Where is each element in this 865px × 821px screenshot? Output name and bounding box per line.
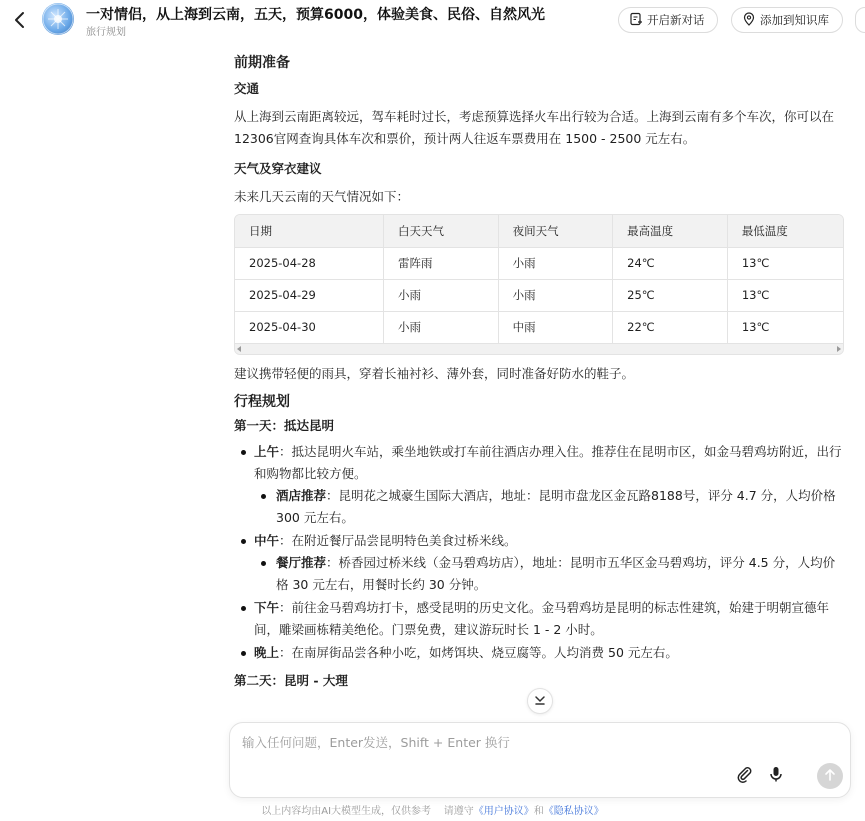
chevron-down-icon: [533, 692, 547, 711]
table-cell: 2025-04-28: [235, 247, 384, 279]
day1-list: [234, 441, 846, 664]
footer-disclaimer: [0, 802, 865, 817]
table-cell: 25℃: [613, 279, 728, 311]
avatar: [42, 3, 74, 35]
table-cell: 2025-04-29: [235, 279, 384, 311]
noon-label: 中午: [254, 532, 280, 548]
new-chat-button[interactable]: [618, 7, 718, 33]
restaurant-text: ：桥香园过桥米线（金马碧鸡坊店），地址：昆明市五华区金马碧鸡坊，评分 4.5 分，人均价格 30 元左右，用餐时长约 30 分钟。: [276, 554, 836, 592]
morning-text: ：抵达昆明火车站，乘坐地铁或打车前往酒店办理入住。推荐住在昆明市区，如金马碧鸡坊附近，出行和购物都比较方便。: [254, 443, 842, 481]
day1-heading: 第一天：抵达昆明: [234, 417, 335, 433]
more-button[interactable]: [855, 7, 865, 33]
table-cell: 2025-04-30: [235, 311, 384, 343]
noon-text: ：在附近餐厅品尝昆明特色美食过桥米线。: [279, 532, 517, 548]
table-cell: 13℃: [727, 311, 843, 343]
table-cell: 24℃: [613, 247, 728, 279]
answer-content: [234, 52, 846, 722]
plan-heading: 行程规划: [234, 393, 290, 410]
day2-heading: 第二天：昆明 - 大理: [234, 672, 348, 688]
table-cell: 13℃: [727, 279, 843, 311]
list-item: [254, 485, 846, 529]
add-to-knowledge-base-label: 添加到知识库: [760, 13, 829, 27]
microphone-icon: [767, 765, 785, 787]
list-item: [234, 642, 846, 664]
weather-intro: 未来几天云南的天气情况如下：: [234, 189, 410, 204]
table-cell: 小雨: [498, 279, 613, 311]
morning-label: 上午: [254, 443, 280, 459]
weather-heading: 天气及穿衣建议: [234, 161, 322, 176]
table-row: [235, 279, 843, 311]
evening-label: 晚上: [254, 644, 280, 660]
weather-table: [234, 214, 844, 355]
back-arrow-icon[interactable]: [10, 10, 30, 30]
afternoon-text: ：前往金马碧鸡坊打卡，感受昆明的历史文化。金马碧鸡坊是昆明的标志性建筑，始建于明朝宣德年间，雕梁画栋精美绝伦。门票免费，建议游玩时长 1 - 2 小时。: [254, 599, 830, 637]
table-cell: 22℃: [613, 311, 728, 343]
transport-heading: 交通: [234, 81, 260, 96]
page-title: 一对情侣，从上海到云南，五天，预算6000，体验美食、民俗、自然风光: [86, 7, 545, 23]
new-chat-icon: [629, 12, 643, 29]
list-item: [234, 530, 846, 596]
table-cell: 小雨: [498, 247, 613, 279]
hotel-label: 酒店推荐: [276, 487, 327, 503]
table-row: [235, 311, 843, 343]
paperclip-icon: [735, 765, 753, 787]
add-to-knowledge-base-button[interactable]: [731, 7, 843, 33]
chat-input-box: [229, 722, 851, 798]
send-button[interactable]: [817, 763, 843, 789]
table-cell: 雷阵雨: [384, 247, 499, 279]
table-header-cell: 日期: [235, 215, 384, 247]
table-cell: 13℃: [727, 247, 843, 279]
afternoon-label: 下午: [254, 599, 280, 615]
table-header-cell: 夜间天气: [498, 215, 613, 247]
page-subtitle: 旅行规划: [86, 27, 126, 38]
and-text: 和: [533, 806, 544, 817]
scroll-right-arrow-icon[interactable]: [837, 346, 841, 352]
table-row: [235, 247, 843, 279]
restaurant-label: 餐厅推荐: [276, 554, 327, 570]
table-horizontal-scrollbar[interactable]: [235, 344, 843, 354]
chat-input[interactable]: [242, 733, 802, 757]
voice-input-button[interactable]: [766, 766, 786, 786]
transport-text: 从上海到云南距离较远，驾车耗时过长，考虑预算选择火车出行较为合适。上海到云南有多个车次，你可以在12306官网查询具体车次和票价，预计两人往返车票费用在 1500 - 2500 元左右。: [234, 109, 835, 146]
disclaimer-text: 以上内容均由AI大模型生成，仅供参考: [261, 806, 432, 817]
location-pin-icon: [742, 12, 756, 29]
list-item: [234, 597, 846, 641]
new-chat-label: 开启新对话: [647, 13, 705, 27]
list-item: [254, 552, 846, 596]
header-bar: [0, 0, 865, 42]
table-header-cell: 最高温度: [613, 215, 728, 247]
hotel-text: ：昆明花之城豪生国际大酒店，地址：昆明市盘龙区金瓦路8188号，评分 4.7 分，人均价格 300 元左右。: [276, 487, 836, 525]
table-header-cell: 最低温度: [727, 215, 843, 247]
list-item: [234, 441, 846, 529]
arrow-up-icon: [823, 767, 837, 786]
scroll-to-bottom-button[interactable]: [527, 688, 553, 714]
weather-advice: 建议携带轻便的雨具，穿着长袖衬衫、薄外套，同时准备好防水的鞋子。: [234, 365, 635, 381]
table-cell: 小雨: [384, 311, 499, 343]
prep-heading: 前期准备: [234, 55, 290, 71]
attach-button[interactable]: [734, 766, 754, 786]
scroll-left-arrow-icon[interactable]: [237, 346, 241, 352]
agree-text: 请遵守: [443, 806, 474, 817]
table-header-row: [235, 215, 843, 247]
user-agreement-link[interactable]: 《用户协议》: [473, 806, 534, 817]
table-cell: 中雨: [498, 311, 613, 343]
table-header-cell: 白天天气: [384, 215, 499, 247]
privacy-link[interactable]: 《隐私协议》: [543, 806, 604, 817]
table-cell: 小雨: [384, 279, 499, 311]
evening-text: ：在南屏街品尝各种小吃，如烤饵块、烧豆腐等。人均消费 50 元左右。: [279, 644, 678, 660]
